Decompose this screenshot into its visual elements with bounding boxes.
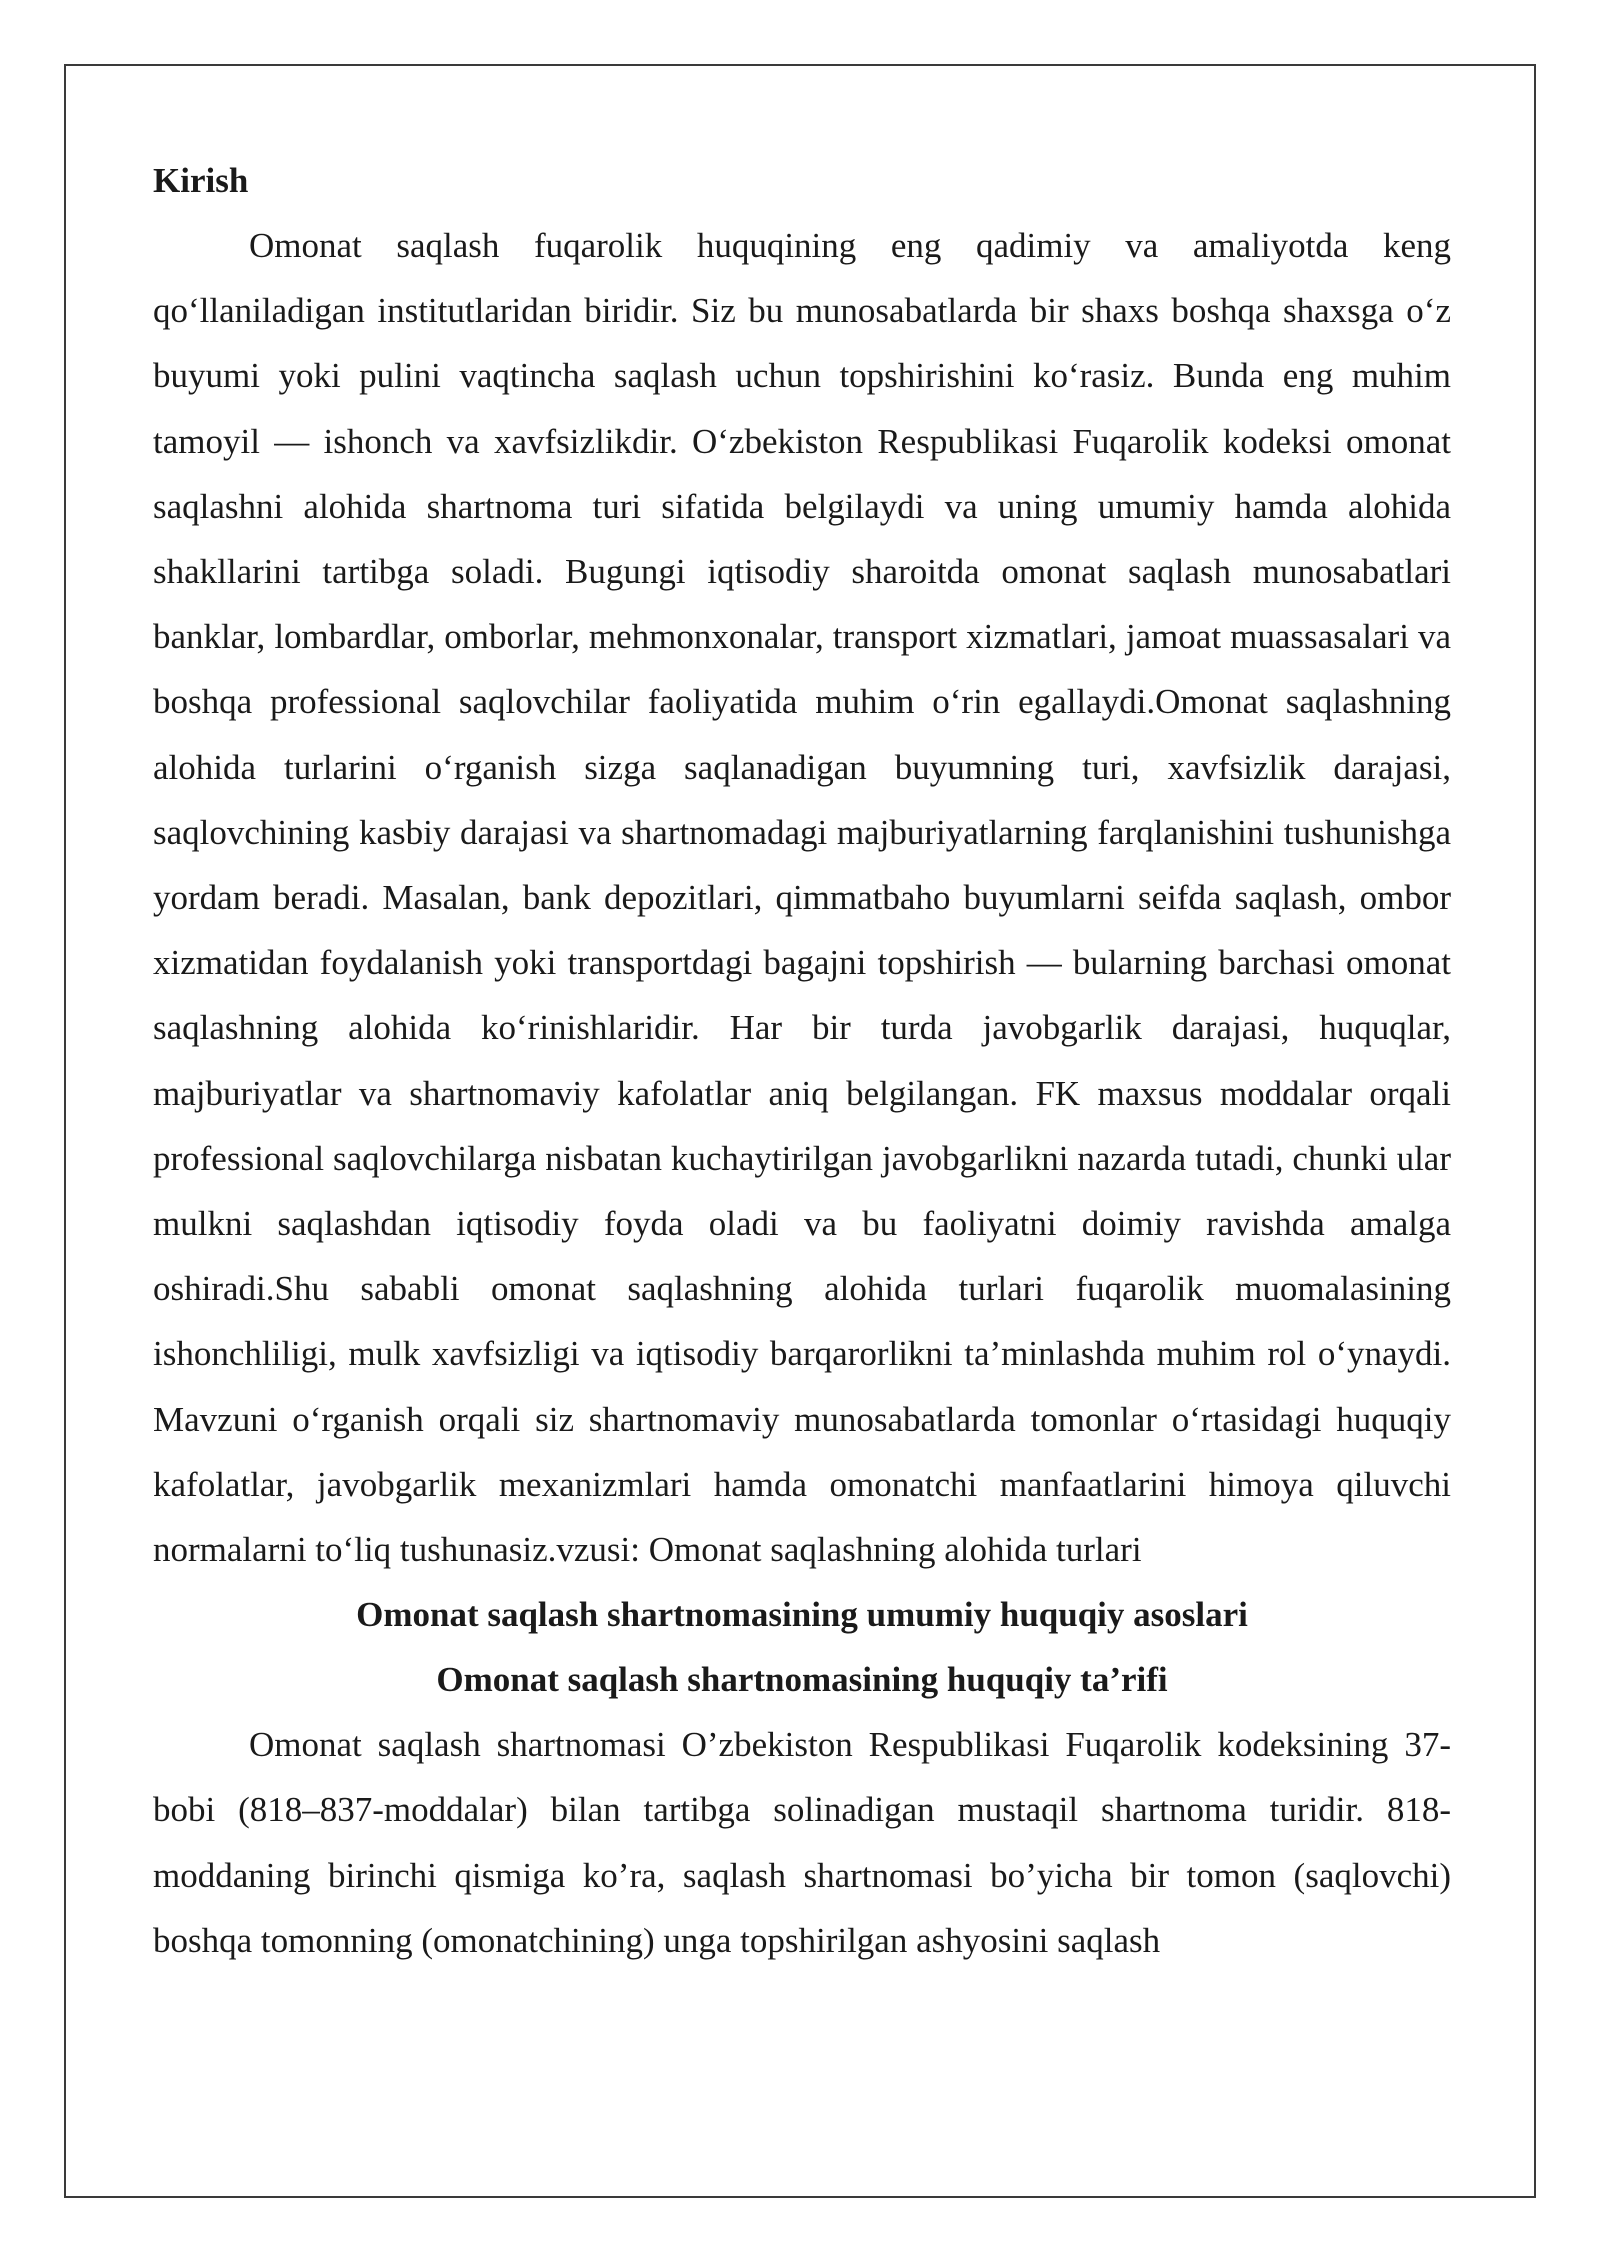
- document-title: Kirish: [153, 161, 249, 200]
- section-heading-legal-definition: Omonat saqlash shartnomasining huquqiy ta’rifi: [436, 1660, 1168, 1700]
- document-body: [153, 148, 1451, 1973]
- section-heading-general-basis: Omonat saqlash shartnomasining umumiy huquqiy asoslari: [356, 1595, 1248, 1635]
- body-paragraph: Omonat saqlash shartnomasi O’zbekiston Respublikasi Fuqarolik kodeksining 37-bobi (818–837-moddalar) bilan tartibga solinadigan mustaqil shartnoma turidir. 818-moddaning birinchi qismiga ko’ra, saqlash shartnomasi bo’yicha bir tomon (saqlovchi) boshqa tomonning (omonatchining) unga topshirilgan ashyosini saqlash: [153, 1725, 1451, 1960]
- intro-paragraph: Omonat saqlash fuqarolik huquqining eng qadimiy va amaliyotda keng qo‘llaniladigan institutlaridan biridir. Siz bu munosabatlarda bir shaxs boshqa shaxsga o‘z buyumi yoki pulini vaqtincha saqlash uchun topshirishini ko‘rasiz. Bunda eng muhim tamoyil — ishonch va xavfsizlikdir. O‘zbekiston Respublikasi Fuqarolik kodeksi omonat saqlashni alohida shartnoma turi sifatida belgilaydi va uning umumiy hamda alohida shakllarini tartibga soladi. Bugungi iqtisodiy sharoitda omonat saqlash munosabatlari banklar, lombardlar, omborlar, mehmonxonalar, transport xizmatlari, jamoat muassasalari va boshqa professional saqlovchilar faoliyatida muhim o‘rin egallaydi.Omonat saqlashning alohida turlarini o‘rganish sizga saqlanadigan buyumning turi, xavfsizlik darajasi, saqlovchining kasbiy darajasi va shartnomadagi majburiyatlarning farqlanishini tushunishga yordam beradi. Masalan, bank depozitlari, qimmatbaho buyumlarni seifda saqlash, ombor xizmatidan foydalanish yoki transportdagi bagajni topshirish — bularning barchasi omonat saqlashning alohida ko‘rinishlaridir. Har bir turda javobgarlik darajasi, huquqlar, majburiyatlar va shartnomaviy kafolatlar aniq belgilangan. FK maxsus moddalar orqali professional saqlovchilarga nisbatan kuchaytirilgan javobgarlikni nazarda tutadi, chunki ular mulkni saqlashdan iqtisodiy foyda oladi va bu faoliyatni doimiy ravishda amalga oshiradi.Shu sababli omonat saqlashning alohida turlari fuqarolik muomalasining ishonchliligi, mulk xavfsizligi va iqtisodiy barqarorlikni ta’minlashda muhim rol o‘ynaydi. Mavzuni o‘rganish orqali siz shartnomaviy munosabatlarda tomonlar o‘rtasidagi huquqiy kafolatlar, javobgarlik mexanizmlari hamda omonatchi manfaatlarini himoya qiluvchi normalarni to‘liq tushunasiz.vzusi: Omonat saqlashning alohida turlari: [153, 226, 1451, 1570]
